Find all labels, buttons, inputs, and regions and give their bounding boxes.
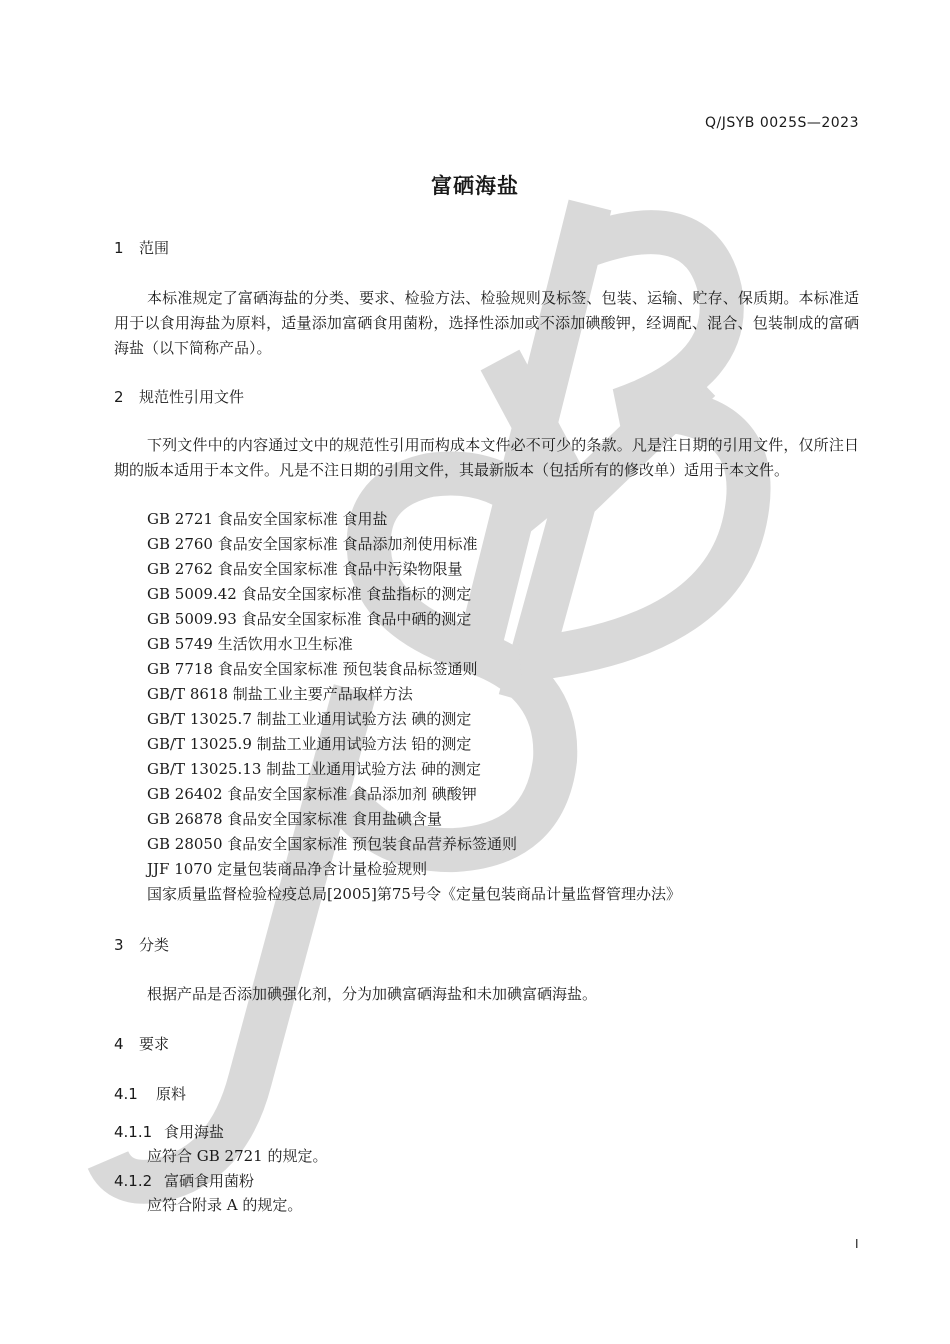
section-2-heading [114,386,244,407]
section-title: 要求 [139,1035,170,1053]
section-number: 4.1.2 [114,1172,153,1190]
reference-list [147,507,681,907]
section-number: 4.1.1 [114,1123,153,1141]
reference-item: GB/T 13025.13 制盐工业通用试验方法 砷的测定 [147,760,481,778]
section-4-1-2-text: 应符合附录 A 的规定。 [147,1196,303,1214]
reference-item: JJF 1070 定量包装商品净含计量检验规则 [147,860,428,878]
reference-item: GB 2721 食品安全国家标准 食用盐 [147,510,388,528]
section-3-paragraph: 根据产品是否添加碘强化剂，分为加碘富硒海盐和未加碘富硒海盐。 [147,985,598,1003]
standard-code: Q/JSYB 0025S—2023 [704,115,859,131]
section-title: 分类 [139,936,170,954]
section-title: 原料 [156,1085,187,1103]
section-4-1-1-text: 应符合 GB 2721 的规定。 [147,1147,328,1165]
reference-item: 国家质量监督检验检疫总局[2005]第75号令《定量包装商品计量监督管理办法》 [147,885,681,903]
reference-item: GB 2760 食品安全国家标准 食品添加剂使用标准 [147,535,478,553]
reference-item: GB/T 13025.9 制盐工业通用试验方法 铅的测定 [147,735,472,753]
section-number: 4 [114,1035,124,1053]
reference-item: GB 5009.93 食品安全国家标准 食品中硒的测定 [147,610,472,628]
section-1-heading [114,237,169,258]
section-title: 富硒食用菌粉 [164,1172,255,1190]
section-4-1-1-heading [114,1121,224,1142]
section-number: 1 [114,239,124,257]
page-number: I [855,1237,859,1251]
reference-item: GB 28050 食品安全国家标准 预包装食品营养标签通则 [147,835,518,853]
section-title: 食用海盐 [164,1123,225,1141]
reference-item: GB/T 8618 制盐工业主要产品取样方法 [147,685,413,703]
document-title: 富硒海盐 [431,174,519,198]
section-1-paragraph: 本标准规定了富硒海盐的分类、要求、检验方法、检验规则及标签、包装、运输、贮存、保质期。本标准适用于以食用海盐为原料，适量添加富硒食用菌粉，选择性添加或不添加碘酸钾，经调配、混合、包装制成的富硒海盐（以下简称产品）。 [114,289,859,357]
reference-item: GB/T 13025.7 制盐工业通用试验方法 碘的测定 [147,710,472,728]
section-number: 3 [114,936,124,954]
section-4-1-heading [114,1083,186,1104]
section-4-1-2-heading [114,1170,254,1191]
section-number: 4.1 [114,1085,138,1103]
reference-item: GB 5009.42 食品安全国家标准 食盐指标的测定 [147,585,472,603]
reference-item: GB 26402 食品安全国家标准 食品添加剂 碘酸钾 [147,785,477,803]
reference-item: GB 26878 食品安全国家标准 食用盐碘含量 [147,810,443,828]
section-2-paragraph: 下列文件中的内容通过文中的规范性引用而构成本文件必不可少的条款。凡是注日期的引用文件，仅所注日期的版本适用于本文件。凡是不注日期的引用文件，其最新版本（包括所有的修改单）适用于本文件。 [114,436,859,479]
reference-item: GB 2762 食品安全国家标准 食品中污染物限量 [147,560,463,578]
reference-item: GB 5749 生活饮用水卫生标准 [147,635,353,653]
reference-item: GB 7718 食品安全国家标准 预包装食品标签通则 [147,660,478,678]
section-number: 2 [114,388,124,406]
section-title: 范围 [139,239,170,257]
section-title: 规范性引用文件 [139,388,245,406]
section-4-heading [114,1033,169,1054]
section-3-heading [114,934,169,955]
